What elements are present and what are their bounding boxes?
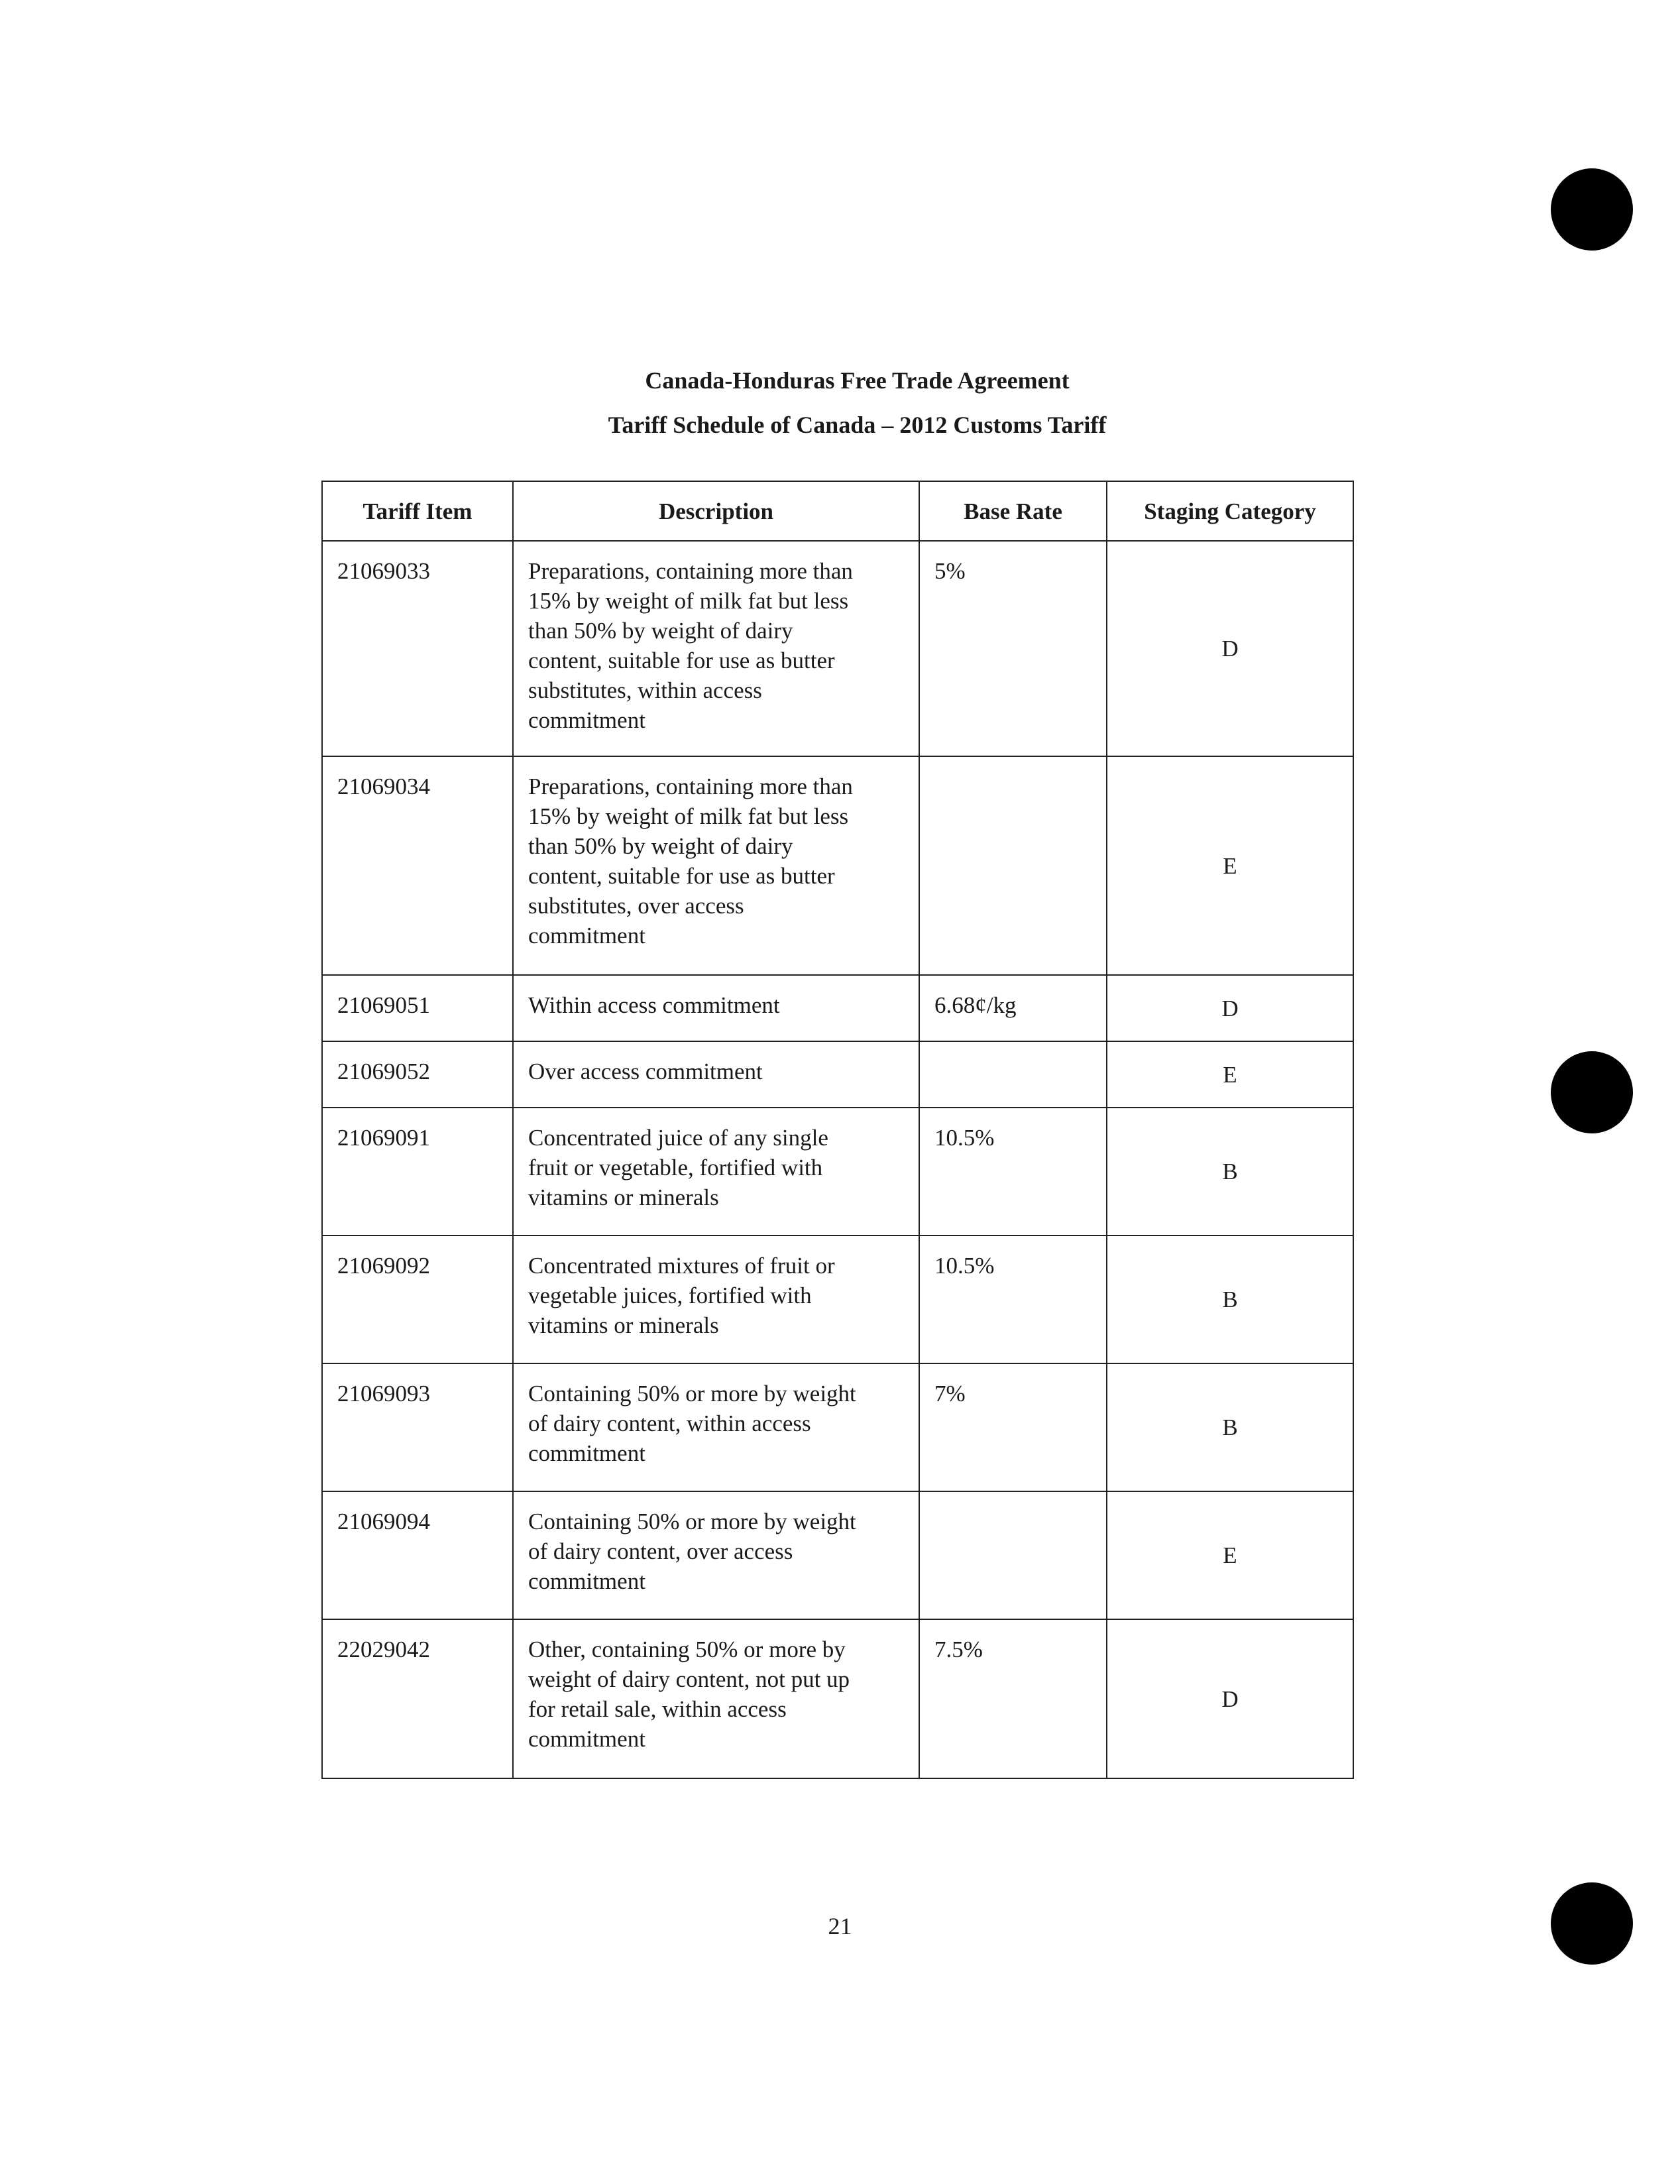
cell-staging-category: B bbox=[1107, 1236, 1353, 1363]
cell-tariff-item: 21069052 bbox=[322, 1041, 513, 1108]
table-row bbox=[322, 975, 1353, 1041]
cell-tariff-item: 21069093 bbox=[322, 1363, 513, 1491]
cell-base-rate bbox=[919, 756, 1107, 975]
description-line: Preparations, containing more than bbox=[528, 558, 853, 584]
table-row bbox=[322, 1041, 1353, 1108]
cell-tariff-item: 21069092 bbox=[322, 1236, 513, 1363]
description-line: Containing 50% or more by weight bbox=[528, 1509, 856, 1534]
description-line: than 50% by weight of dairy bbox=[528, 833, 793, 859]
description-line: weight of dairy content, not put up bbox=[528, 1666, 850, 1692]
description-line: commitment bbox=[528, 1726, 645, 1752]
cell-tariff-item: 21069094 bbox=[322, 1491, 513, 1619]
cell-description bbox=[513, 1108, 919, 1236]
cell-staging-category: E bbox=[1107, 1491, 1353, 1619]
description-line: Over access commitment bbox=[528, 1059, 763, 1084]
cell-tariff-item: 21069034 bbox=[322, 756, 513, 975]
punch-hole-middle bbox=[1551, 1051, 1633, 1133]
description-line: for retail sale, within access bbox=[528, 1696, 787, 1722]
description-line: Other, containing 50% or more by bbox=[528, 1637, 846, 1662]
cell-description bbox=[513, 1041, 919, 1108]
cell-base-rate bbox=[919, 1491, 1107, 1619]
cell-base-rate: 10.5% bbox=[919, 1108, 1107, 1236]
document-title: Canada-Honduras Free Trade Agreement bbox=[645, 367, 1070, 394]
cell-staging-category: E bbox=[1107, 756, 1353, 975]
description-line: commitment bbox=[528, 923, 645, 948]
description-line: 15% by weight of milk fat but less bbox=[528, 588, 849, 614]
table-row bbox=[322, 1108, 1353, 1236]
description-line: of dairy content, within access bbox=[528, 1410, 811, 1436]
cell-base-rate bbox=[919, 1041, 1107, 1108]
description-line: vitamins or minerals bbox=[528, 1184, 719, 1210]
tariff-schedule-table bbox=[321, 481, 1354, 1779]
cell-tariff-item: 21069051 bbox=[322, 975, 513, 1041]
page-number: 21 bbox=[828, 1913, 852, 1939]
table-row bbox=[322, 756, 1353, 975]
description-line: content, suitable for use as butter bbox=[528, 648, 835, 673]
cell-staging-category: B bbox=[1107, 1363, 1353, 1491]
header-staging-category: Staging Category bbox=[1107, 481, 1353, 541]
cell-description bbox=[513, 975, 919, 1041]
cell-description bbox=[513, 541, 919, 756]
description-line: Concentrated juice of any single bbox=[528, 1125, 828, 1151]
cell-description bbox=[513, 1236, 919, 1363]
cell-staging-category: D bbox=[1107, 541, 1353, 756]
description-line: Containing 50% or more by weight bbox=[528, 1381, 856, 1407]
table-row bbox=[322, 1491, 1353, 1619]
description-line: commitment bbox=[528, 1440, 645, 1466]
description-line: commitment bbox=[528, 707, 645, 733]
table-header-row bbox=[322, 481, 1353, 541]
cell-tariff-item: 22029042 bbox=[322, 1619, 513, 1778]
header-base-rate: Base Rate bbox=[919, 481, 1107, 541]
cell-staging-category: D bbox=[1107, 1619, 1353, 1778]
cell-description bbox=[513, 756, 919, 975]
description-line: Within access commitment bbox=[528, 992, 780, 1018]
cell-tariff-item: 21069033 bbox=[322, 541, 513, 756]
cell-description bbox=[513, 1491, 919, 1619]
description-line: vitamins or minerals bbox=[528, 1312, 719, 1338]
cell-base-rate: 7% bbox=[919, 1363, 1107, 1491]
cell-base-rate: 7.5% bbox=[919, 1619, 1107, 1778]
description-line: 15% by weight of milk fat but less bbox=[528, 803, 849, 829]
cell-base-rate: 6.68¢/kg bbox=[919, 975, 1107, 1041]
table-row bbox=[322, 1363, 1353, 1491]
description-line: commitment bbox=[528, 1568, 645, 1594]
table-body bbox=[322, 541, 1353, 1778]
description-line: vegetable juices, fortified with bbox=[528, 1283, 812, 1308]
cell-base-rate: 10.5% bbox=[919, 1236, 1107, 1363]
cell-staging-category: B bbox=[1107, 1108, 1353, 1236]
table-row bbox=[322, 1236, 1353, 1363]
cell-base-rate: 5% bbox=[919, 541, 1107, 756]
cell-tariff-item: 21069091 bbox=[322, 1108, 513, 1236]
description-line: content, suitable for use as butter bbox=[528, 863, 835, 889]
punch-hole-top bbox=[1551, 168, 1633, 251]
table-row bbox=[322, 1619, 1353, 1778]
description-line: Concentrated mixtures of fruit or bbox=[528, 1253, 835, 1279]
table-row bbox=[322, 541, 1353, 756]
header-description: Description bbox=[513, 481, 919, 541]
description-line: substitutes, within access bbox=[528, 677, 762, 703]
description-line: substitutes, over access bbox=[528, 893, 744, 919]
description-line: Preparations, containing more than bbox=[528, 774, 853, 799]
description-line: of dairy content, over access bbox=[528, 1538, 793, 1564]
cell-staging-category: D bbox=[1107, 975, 1353, 1041]
cell-staging-category: E bbox=[1107, 1041, 1353, 1108]
description-line: than 50% by weight of dairy bbox=[528, 618, 793, 644]
cell-description bbox=[513, 1363, 919, 1491]
header-tariff-item: Tariff Item bbox=[322, 481, 513, 541]
description-line: fruit or vegetable, fortified with bbox=[528, 1155, 823, 1180]
document-subtitle: Tariff Schedule of Canada – 2012 Customs Tariff bbox=[608, 412, 1107, 438]
cell-description bbox=[513, 1619, 919, 1778]
